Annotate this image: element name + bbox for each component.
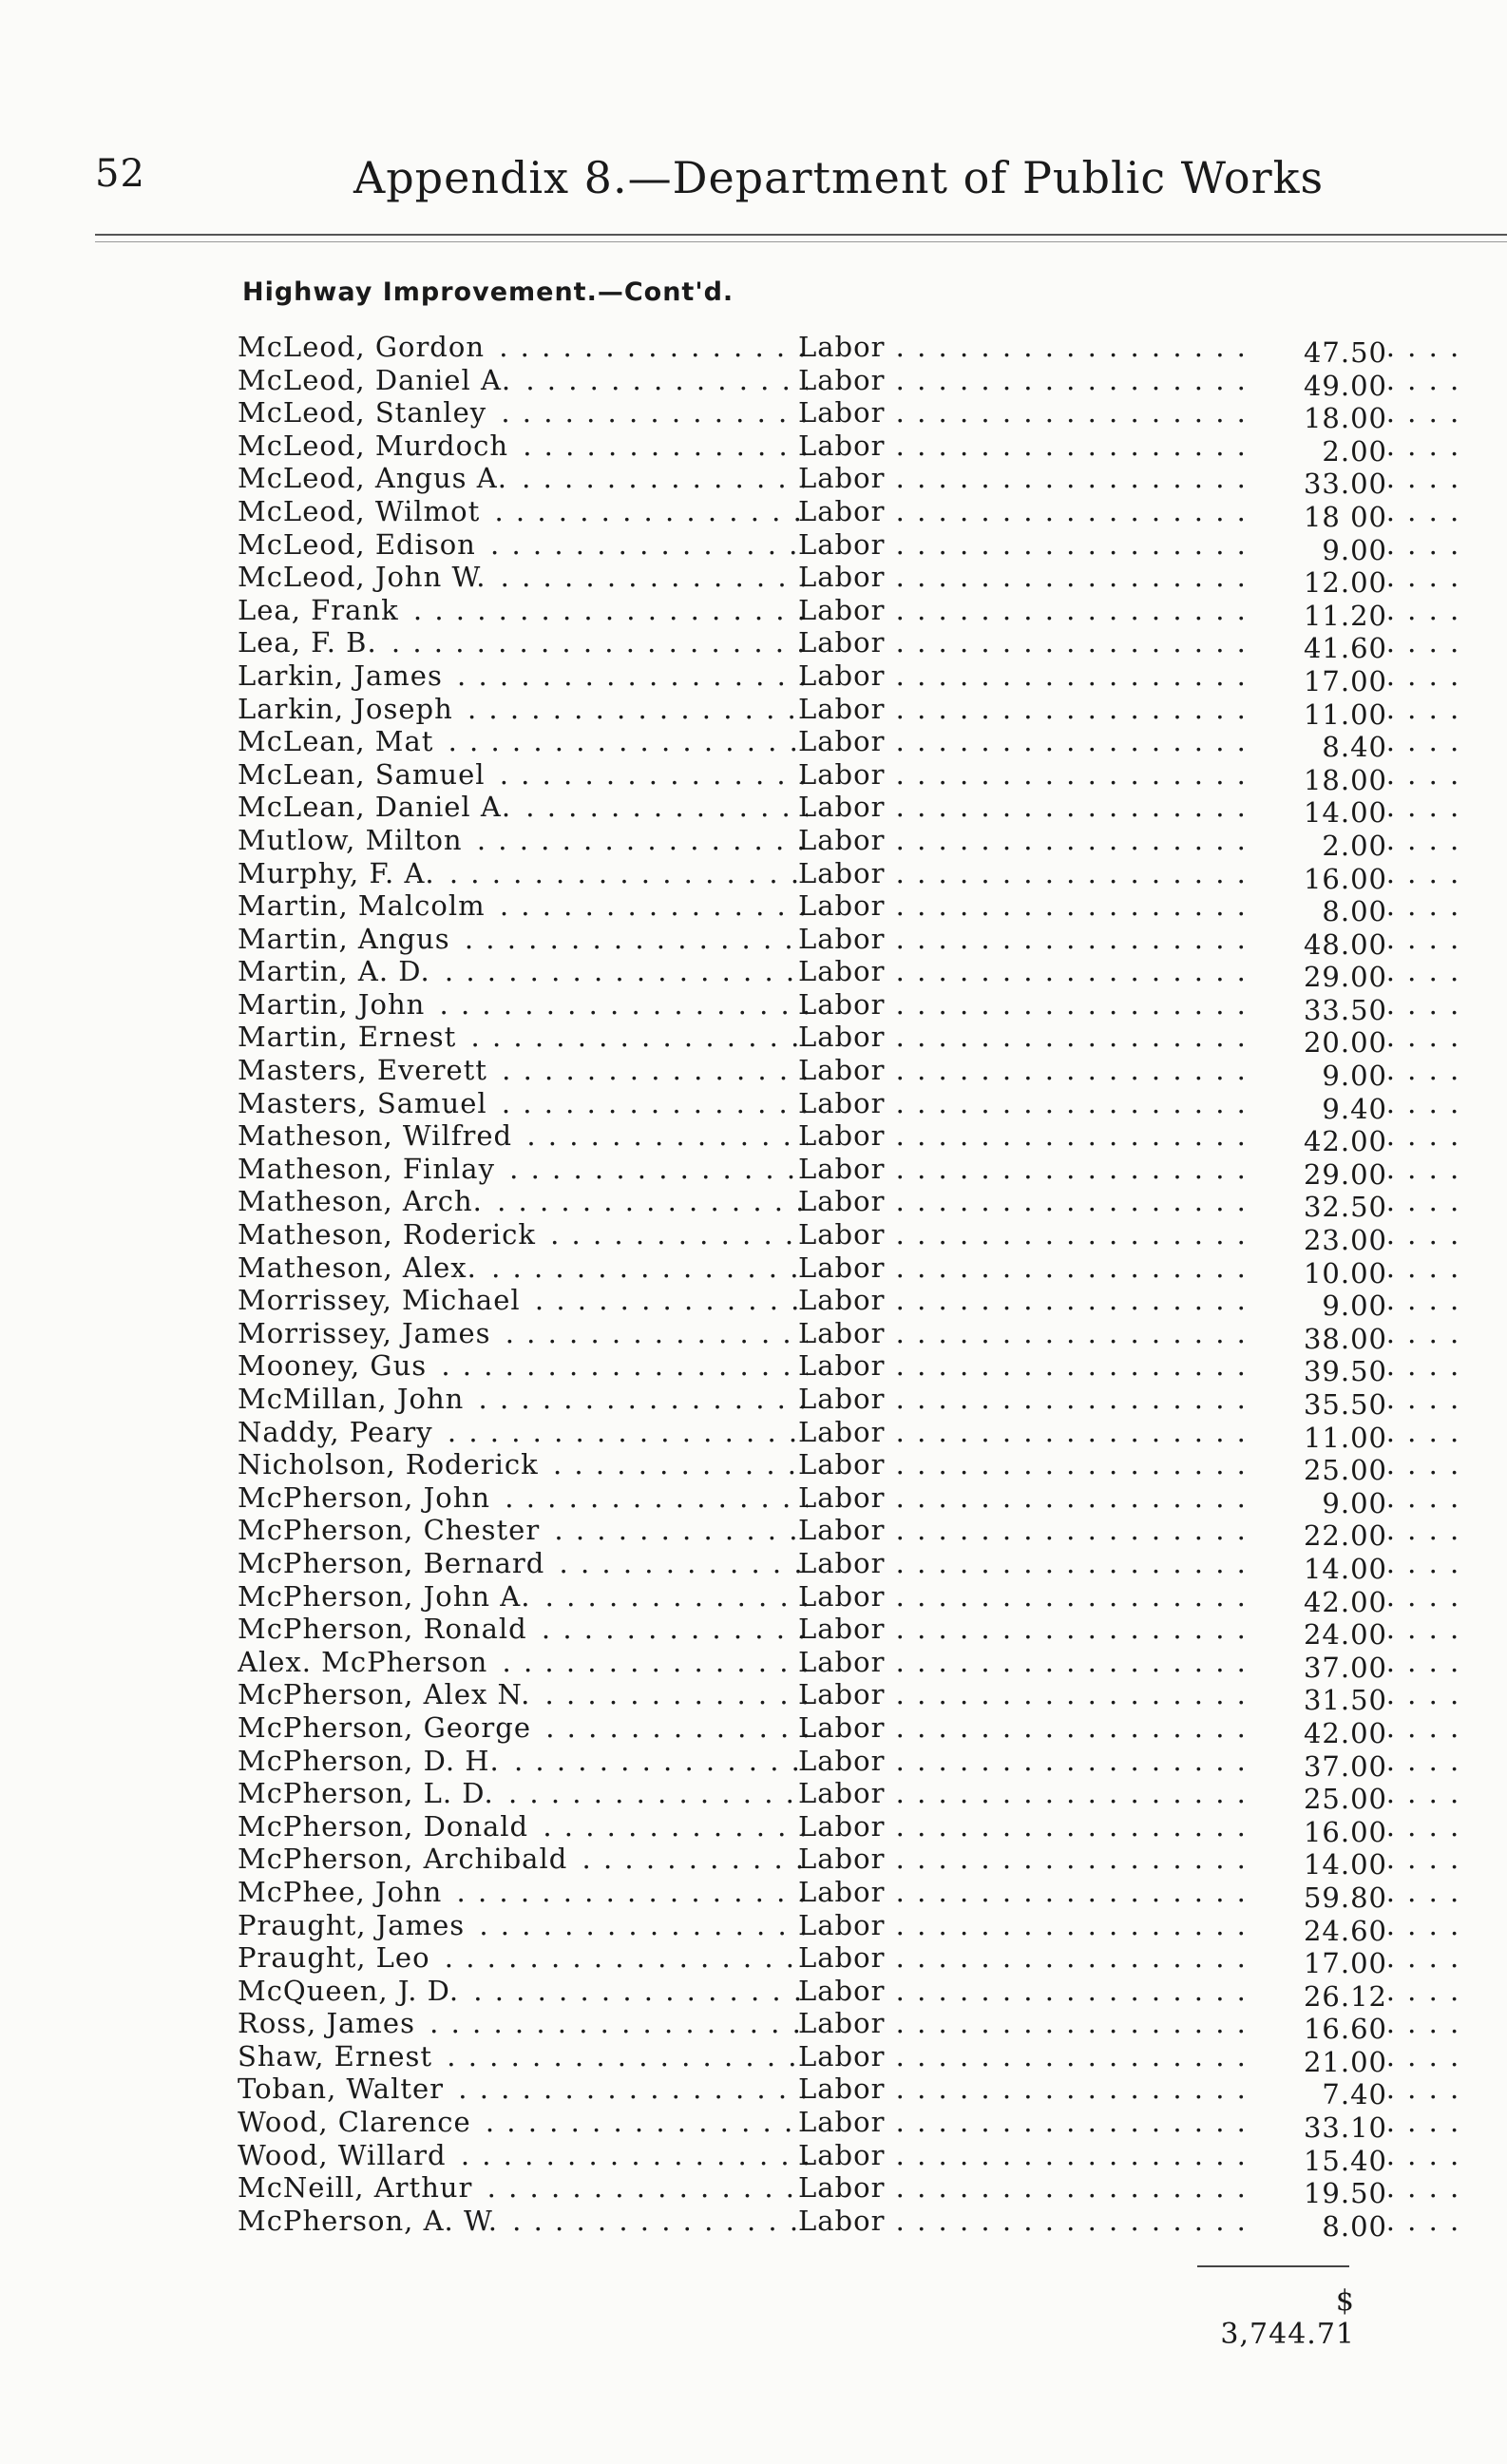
payee-cell bbox=[238, 1941, 808, 1975]
amount: 8.00 bbox=[1260, 2210, 1387, 2244]
payee-cell bbox=[238, 1448, 808, 1481]
amount: 11.00 bbox=[1260, 1422, 1387, 1455]
payee-cell bbox=[238, 791, 808, 824]
header-rule-thin bbox=[95, 241, 1507, 242]
payee-cell bbox=[238, 1251, 808, 1285]
amount: 14.00 bbox=[1260, 796, 1387, 830]
expense-type-label: Labor bbox=[798, 1843, 886, 1876]
amount: 9.00 bbox=[1260, 534, 1387, 567]
payee-name: Murphy, F. A. bbox=[238, 857, 439, 889]
payee-cell bbox=[238, 1745, 808, 1778]
payee-cell bbox=[238, 2007, 808, 2040]
payee-cell bbox=[238, 1514, 808, 1547]
payee-cell bbox=[238, 1646, 808, 1679]
expense-type-label: Labor bbox=[798, 823, 886, 856]
payee-name: Alex. McPherson bbox=[238, 1646, 491, 1678]
amount: 2.00 bbox=[1260, 435, 1387, 468]
amount: 25.00 bbox=[1260, 1783, 1387, 1816]
expense-type-label: Labor bbox=[798, 331, 886, 363]
expense-type-label: Labor bbox=[798, 856, 886, 889]
amount: 33.00 bbox=[1260, 468, 1387, 501]
payee-name: Wood, Willard bbox=[238, 2139, 450, 2171]
payee-cell bbox=[238, 1777, 808, 1810]
payee-cell bbox=[238, 2139, 808, 2172]
amount: 17.00 bbox=[1260, 665, 1387, 698]
payee-cell bbox=[238, 2040, 808, 2073]
expense-type-label: Labor bbox=[798, 1908, 886, 1941]
expense-type-label: Labor bbox=[798, 1086, 886, 1119]
amount: 9.00 bbox=[1260, 1289, 1387, 1323]
list-item bbox=[228, 2204, 1387, 2243]
amount: 22.00 bbox=[1260, 1519, 1387, 1553]
list-item bbox=[228, 1349, 1387, 1388]
payee-cell bbox=[238, 1349, 808, 1383]
payee-cell bbox=[238, 1843, 808, 1876]
list-item bbox=[228, 1119, 1387, 1158]
expense-type-label: Labor bbox=[798, 1383, 886, 1415]
payee-cell bbox=[238, 659, 808, 693]
payee-name: McPherson, L. D. bbox=[238, 1777, 498, 1809]
payee-name: McLeod, John W. bbox=[238, 561, 489, 593]
payee-name: Lea, F. B. bbox=[238, 626, 381, 659]
amount: 8.40 bbox=[1260, 731, 1387, 764]
list-item bbox=[228, 1546, 1387, 1585]
expense-type-label: Labor bbox=[798, 1349, 886, 1383]
list-item bbox=[228, 856, 1387, 895]
expense-type-label: Labor bbox=[798, 757, 886, 791]
amount: 16.00 bbox=[1260, 863, 1387, 896]
payee-cell bbox=[238, 331, 808, 364]
amount: 18.00 bbox=[1260, 402, 1387, 435]
expense-type-label: Labor bbox=[798, 2204, 886, 2237]
expense-type-label: Labor bbox=[798, 561, 886, 594]
amount: 16.00 bbox=[1260, 1816, 1387, 1849]
amount: 17.00 bbox=[1260, 1947, 1387, 1980]
list-item bbox=[228, 725, 1387, 764]
payee-cell bbox=[238, 396, 808, 430]
payee-cell bbox=[238, 725, 808, 758]
list-item bbox=[228, 2039, 1387, 2078]
list-item bbox=[228, 1383, 1387, 1421]
list-item bbox=[228, 1777, 1387, 1816]
payee-name: Mooney, Gus bbox=[238, 1349, 430, 1382]
amount: 23.00 bbox=[1260, 1224, 1387, 1257]
payee-name: Masters, Samuel bbox=[238, 1087, 491, 1119]
payee-name: Martin, Angus bbox=[238, 923, 454, 955]
amount: 2.00 bbox=[1260, 830, 1387, 863]
payee-cell bbox=[238, 857, 808, 890]
payee-cell bbox=[238, 528, 808, 562]
expense-type-label: Labor bbox=[798, 1678, 886, 1711]
payee-cell bbox=[238, 758, 808, 792]
payee-cell bbox=[238, 462, 808, 495]
payee-name: McLean, Mat bbox=[238, 725, 437, 757]
expense-type-label: Labor bbox=[798, 626, 886, 659]
amount: 26.12 bbox=[1260, 1980, 1387, 2014]
payee-cell bbox=[238, 1416, 808, 1449]
payee-name: McPherson, John A. bbox=[238, 1580, 534, 1613]
payee-cell bbox=[238, 1810, 808, 1843]
payee-name: McLeod, Edison bbox=[238, 528, 480, 561]
list-item bbox=[228, 593, 1387, 632]
amount: 16.60 bbox=[1260, 2013, 1387, 2046]
list-item bbox=[228, 626, 1387, 665]
payee-cell bbox=[238, 1383, 808, 1416]
amount: 59.80 bbox=[1260, 1881, 1387, 1915]
payee-name: McPherson, Ronald bbox=[238, 1613, 531, 1645]
amount: 10.00 bbox=[1260, 1257, 1387, 1290]
payee-cell bbox=[238, 1547, 808, 1580]
payee-name: McNeill, Arthur bbox=[238, 2171, 476, 2204]
payee-name: Naddy, Peary bbox=[238, 1416, 437, 1448]
list-item bbox=[228, 1744, 1387, 1783]
amount: 18 00 bbox=[1260, 501, 1387, 534]
list-item bbox=[228, 987, 1387, 1026]
page-title: Appendix 8.—Department of Public Works bbox=[353, 152, 1325, 203]
payee-cell bbox=[238, 1909, 808, 1942]
payee-name: McLean, Samuel bbox=[238, 758, 489, 791]
expense-type-label: Labor bbox=[798, 2138, 886, 2171]
amount: 24.00 bbox=[1260, 1618, 1387, 1652]
list-item bbox=[228, 1152, 1387, 1191]
payee-name: Morrissey, James bbox=[238, 1317, 495, 1349]
expense-type-label: Labor bbox=[798, 1415, 886, 1448]
expense-type-label: Labor bbox=[798, 1021, 886, 1054]
list-item bbox=[228, 659, 1387, 697]
expense-type-label: Labor bbox=[798, 1645, 886, 1678]
amount: 37.00 bbox=[1260, 1750, 1387, 1784]
list-item bbox=[228, 823, 1387, 862]
amount: 20.00 bbox=[1260, 1026, 1387, 1060]
expense-type-label: Labor bbox=[798, 1809, 886, 1843]
list-item bbox=[228, 1021, 1387, 1060]
payee-name: McPherson, Bernard bbox=[238, 1547, 548, 1579]
list-item bbox=[228, 922, 1387, 961]
expense-type-label: Labor bbox=[798, 462, 886, 495]
payee-cell bbox=[238, 1711, 808, 1745]
payee-cell bbox=[238, 364, 808, 397]
expense-type-label: Labor bbox=[798, 1546, 886, 1579]
expense-type-label: Labor bbox=[798, 955, 886, 988]
payee-name: Masters, Everett bbox=[238, 1054, 491, 1086]
expense-type-label: Labor bbox=[798, 1054, 886, 1087]
payee-name: McPherson, A. W. bbox=[238, 2205, 502, 2237]
payee-name: Matheson, Arch. bbox=[238, 1185, 486, 1217]
expense-type-label: Labor bbox=[798, 1613, 886, 1646]
expense-type-label: Labor bbox=[798, 1974, 886, 2007]
list-item bbox=[228, 692, 1387, 731]
expense-type-label: Labor bbox=[798, 889, 886, 923]
total-amount: $ 3,744.71 bbox=[1220, 2284, 1355, 2351]
payee-cell bbox=[238, 2106, 808, 2139]
list-item bbox=[228, 2171, 1387, 2210]
payee-cell bbox=[238, 1481, 808, 1515]
payee-cell bbox=[238, 2171, 808, 2205]
expense-type-label: Labor bbox=[798, 1185, 886, 1218]
amount: 14.00 bbox=[1260, 1553, 1387, 1586]
list-item bbox=[228, 1710, 1387, 1749]
expense-type-label: Labor bbox=[798, 1152, 886, 1185]
expense-type-label: Labor bbox=[798, 692, 886, 725]
list-item bbox=[228, 1908, 1387, 1947]
payee-cell bbox=[238, 1119, 808, 1153]
payee-name: Wood, Clarence bbox=[238, 2106, 475, 2138]
payee-name: McPherson, Donald bbox=[238, 1810, 532, 1843]
expense-type-label: Labor bbox=[798, 1744, 886, 1777]
expense-type-label: Labor bbox=[798, 2039, 886, 2072]
amount: 24.60 bbox=[1260, 1915, 1387, 1948]
payee-cell bbox=[238, 626, 808, 659]
amount: 37.00 bbox=[1260, 1652, 1387, 1685]
payee-name: Praught, James bbox=[238, 1909, 468, 1941]
payee-name: McMillan, John bbox=[238, 1383, 467, 1415]
amount: 18.00 bbox=[1260, 764, 1387, 797]
amount: 42.00 bbox=[1260, 1717, 1387, 1750]
payee-name: Larkin, Joseph bbox=[238, 693, 457, 725]
payee-cell bbox=[238, 1876, 808, 1909]
payee-cell bbox=[238, 1284, 808, 1317]
payee-cell bbox=[238, 1580, 808, 1614]
payee-cell bbox=[238, 561, 808, 594]
payee-cell bbox=[238, 2205, 808, 2238]
list-item bbox=[228, 2007, 1387, 2046]
list-item bbox=[228, 527, 1387, 566]
payee-name: Toban, Walter bbox=[238, 2072, 448, 2105]
list-item bbox=[228, 1843, 1387, 1881]
list-item bbox=[228, 1579, 1387, 1618]
amount: 29.00 bbox=[1260, 961, 1387, 994]
payee-name: Praught, Leo bbox=[238, 1941, 434, 1974]
payee-name: McLeod, Murdoch bbox=[238, 430, 512, 462]
list-item bbox=[228, 757, 1387, 796]
list-item bbox=[228, 955, 1387, 994]
payee-cell bbox=[238, 1054, 808, 1087]
payee-name: McPherson, Archibald bbox=[238, 1843, 571, 1875]
list-item bbox=[228, 1251, 1387, 1289]
amount: 9.00 bbox=[1260, 1487, 1387, 1520]
amount: 25.00 bbox=[1260, 1454, 1387, 1487]
list-item bbox=[228, 462, 1387, 501]
amount: 33.50 bbox=[1260, 994, 1387, 1027]
amount: 35.50 bbox=[1260, 1388, 1387, 1422]
payee-cell bbox=[238, 1087, 808, 1120]
expense-type-label: Labor bbox=[798, 429, 886, 462]
list-item bbox=[228, 1086, 1387, 1125]
list-item bbox=[228, 2106, 1387, 2145]
payee-name: McPherson, John bbox=[238, 1481, 494, 1514]
list-item bbox=[228, 1054, 1387, 1093]
list-item bbox=[228, 1480, 1387, 1519]
expense-type-label: Labor bbox=[798, 1514, 886, 1547]
expense-type-label: Labor bbox=[798, 2072, 886, 2106]
payee-name: McQueen, J. D. bbox=[238, 1975, 463, 2007]
expense-type-label: Labor bbox=[798, 1284, 886, 1317]
payee-cell bbox=[238, 988, 808, 1022]
payee-cell bbox=[238, 1317, 808, 1350]
expense-list bbox=[228, 331, 1387, 2243]
expense-type-label: Labor bbox=[798, 396, 886, 430]
payee-cell bbox=[238, 955, 808, 988]
list-item bbox=[228, 1678, 1387, 1717]
amount: 49.00 bbox=[1260, 370, 1387, 403]
amount: 42.00 bbox=[1260, 1125, 1387, 1158]
amount: 9.40 bbox=[1260, 1093, 1387, 1126]
expense-type-label: Labor bbox=[798, 2007, 886, 2040]
payee-cell bbox=[238, 1021, 808, 1054]
list-item bbox=[228, 1809, 1387, 1848]
expense-type-label: Labor bbox=[798, 1777, 886, 1810]
payee-name: McLeod, Gordon bbox=[238, 331, 488, 363]
payee-name: McPherson, George bbox=[238, 1711, 535, 1744]
payee-name: Martin, A. D. bbox=[238, 955, 434, 987]
payee-name: Larkin, James bbox=[238, 659, 447, 692]
payee-cell bbox=[238, 1153, 808, 1186]
payee-name: Martin, Malcolm bbox=[238, 889, 489, 922]
list-item bbox=[228, 1218, 1387, 1257]
amount: 32.50 bbox=[1260, 1191, 1387, 1224]
expense-type-label: Labor bbox=[798, 791, 886, 824]
list-item bbox=[228, 396, 1387, 435]
expense-type-label: Labor bbox=[798, 1710, 886, 1744]
list-item bbox=[228, 1514, 1387, 1553]
amount: 15.40 bbox=[1260, 2145, 1387, 2178]
list-item bbox=[228, 1415, 1387, 1454]
list-item bbox=[228, 363, 1387, 402]
expense-type-label: Labor bbox=[798, 1448, 886, 1481]
amount: 41.60 bbox=[1260, 632, 1387, 665]
payee-name: McPherson, Alex N. bbox=[238, 1678, 534, 1710]
amount: 39.50 bbox=[1260, 1355, 1387, 1388]
payee-name: McPhee, John bbox=[238, 1876, 446, 1908]
payee-cell bbox=[238, 693, 808, 726]
amount: 42.00 bbox=[1260, 1586, 1387, 1619]
list-item bbox=[228, 1645, 1387, 1684]
payee-cell bbox=[238, 1975, 808, 2008]
expense-type-label: Labor bbox=[798, 2171, 886, 2205]
amount: 29.00 bbox=[1260, 1158, 1387, 1192]
payee-name: Martin, John bbox=[238, 988, 429, 1021]
section-heading: Highway Improvement.—Cont'd. bbox=[242, 277, 734, 307]
amount: 9.00 bbox=[1260, 1060, 1387, 1093]
list-item bbox=[228, 429, 1387, 468]
payee-name: McLeod, Daniel A. bbox=[238, 364, 515, 396]
list-item bbox=[228, 1316, 1387, 1355]
list-item bbox=[228, 1185, 1387, 1224]
list-item bbox=[228, 791, 1387, 830]
list-item bbox=[228, 1613, 1387, 1652]
payee-name: Ross, James bbox=[238, 2007, 419, 2039]
payee-name: Matheson, Wilfred bbox=[238, 1119, 516, 1152]
list-item bbox=[228, 1448, 1387, 1487]
expense-type-label: Labor bbox=[798, 1251, 886, 1284]
expense-type-label: Labor bbox=[798, 593, 886, 626]
payee-cell bbox=[238, 495, 808, 528]
payee-name: McLean, Daniel A. bbox=[238, 791, 515, 823]
payee-cell bbox=[238, 1218, 808, 1251]
expense-type-label: Labor bbox=[798, 1480, 886, 1514]
payee-cell bbox=[238, 1613, 808, 1646]
page-number: 52 bbox=[95, 152, 145, 196]
list-item bbox=[228, 1875, 1387, 1914]
list-item bbox=[228, 561, 1387, 600]
expense-type-label: Labor bbox=[798, 987, 886, 1021]
amount: 38.00 bbox=[1260, 1323, 1387, 1356]
payee-name: Morrissey, Michael bbox=[238, 1284, 525, 1316]
payee-name: Matheson, Finlay bbox=[238, 1153, 499, 1185]
payee-cell bbox=[238, 1678, 808, 1711]
payee-name: McLeod, Angus A. bbox=[238, 462, 511, 494]
list-item bbox=[228, 889, 1387, 928]
expense-type-label: Labor bbox=[798, 1875, 886, 1908]
amount: 11.00 bbox=[1260, 698, 1387, 732]
payee-name: McPherson, D. H. bbox=[238, 1745, 504, 1777]
expense-type-label: Labor bbox=[798, 1119, 886, 1153]
payee-name: McLeod, Wilmot bbox=[238, 495, 484, 527]
amount: 7.40 bbox=[1260, 2078, 1387, 2111]
expense-type-label: Labor bbox=[798, 1218, 886, 1251]
amount: 48.00 bbox=[1260, 928, 1387, 962]
payee-name: McLeod, Stanley bbox=[238, 396, 490, 429]
amount: 19.50 bbox=[1260, 2177, 1387, 2210]
amount: 12.00 bbox=[1260, 566, 1387, 600]
payee-name: Mutlow, Milton bbox=[238, 824, 467, 856]
amount: 21.00 bbox=[1260, 2046, 1387, 2079]
payee-cell bbox=[238, 889, 808, 923]
expense-type-label: Labor bbox=[798, 1941, 886, 1975]
payee-cell bbox=[238, 923, 808, 956]
amount: 47.50 bbox=[1260, 336, 1387, 370]
amount: 33.10 bbox=[1260, 2111, 1387, 2145]
total-rule bbox=[1197, 2265, 1349, 2267]
expense-type-label: Labor bbox=[798, 494, 886, 527]
list-item bbox=[228, 331, 1387, 369]
list-item bbox=[228, 1284, 1387, 1323]
amount: 11.20 bbox=[1260, 600, 1387, 633]
payee-name: Martin, Ernest bbox=[238, 1021, 460, 1053]
expense-type-label: Labor bbox=[798, 527, 886, 561]
list-item bbox=[228, 2072, 1387, 2111]
payee-name: Nicholson, Roderick bbox=[238, 1448, 543, 1480]
payee-name: Matheson, Alex. bbox=[238, 1251, 481, 1284]
list-item bbox=[228, 2138, 1387, 2177]
amount: 14.00 bbox=[1260, 1848, 1387, 1881]
list-item bbox=[228, 1974, 1387, 2013]
payee-name: Shaw, Ernest bbox=[238, 2040, 436, 2072]
expense-type-label: Labor bbox=[798, 725, 886, 758]
expense-type-label: Labor bbox=[798, 659, 886, 692]
payee-cell bbox=[238, 824, 808, 857]
payee-name: Matheson, Roderick bbox=[238, 1218, 540, 1251]
payee-cell bbox=[238, 1185, 808, 1218]
amount: 31.50 bbox=[1260, 1684, 1387, 1717]
expense-type-label: Labor bbox=[798, 1579, 886, 1613]
expense-type-label: Labor bbox=[798, 363, 886, 396]
payee-cell bbox=[238, 594, 808, 627]
payee-name: Lea, Frank bbox=[238, 594, 403, 626]
expense-type-label: Labor bbox=[798, 2106, 886, 2139]
expense-type-label: Labor bbox=[798, 922, 886, 955]
payee-cell bbox=[238, 430, 808, 463]
expense-type-label: Labor bbox=[798, 1316, 886, 1349]
list-item bbox=[228, 1941, 1387, 1980]
list-item bbox=[228, 494, 1387, 533]
payee-name: McPherson, Chester bbox=[238, 1514, 544, 1546]
header-rule bbox=[95, 234, 1507, 236]
payee-cell bbox=[238, 2072, 808, 2106]
amount: 8.00 bbox=[1260, 895, 1387, 928]
